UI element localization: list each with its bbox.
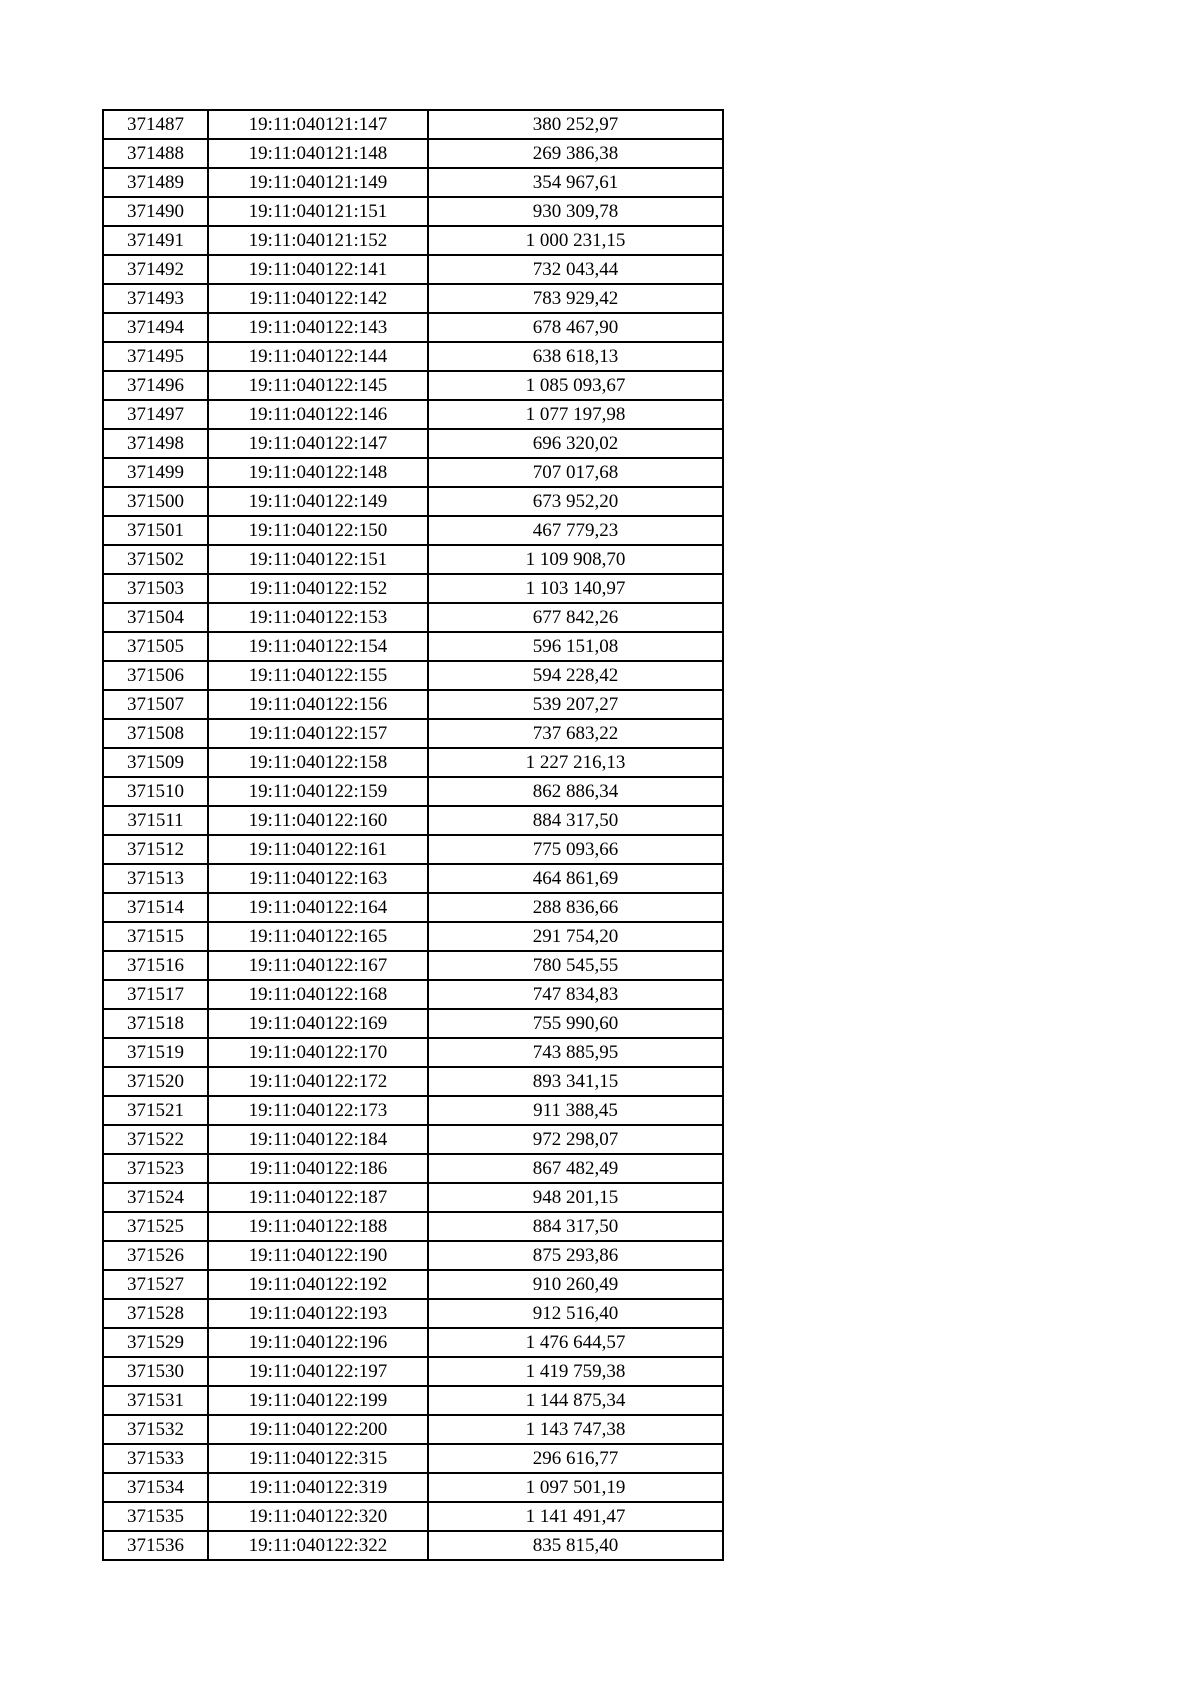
cadastral-value-cell: 732 043,44 bbox=[428, 255, 723, 284]
row-number-cell: 371487 bbox=[103, 110, 208, 139]
cadastral-number-cell: 19:11:040122:163 bbox=[208, 864, 428, 893]
cadastral-value-cell: 596 151,08 bbox=[428, 632, 723, 661]
row-number-cell: 371528 bbox=[103, 1299, 208, 1328]
cadastral-value-cell: 1 103 140,97 bbox=[428, 574, 723, 603]
row-number-cell: 371501 bbox=[103, 516, 208, 545]
table-row bbox=[103, 284, 723, 313]
cadastral-number-cell: 19:11:040122:159 bbox=[208, 777, 428, 806]
table-row bbox=[103, 1270, 723, 1299]
table-row bbox=[103, 835, 723, 864]
cadastral-number-cell: 19:11:040122:156 bbox=[208, 690, 428, 719]
cadastral-value-cell: 780 545,55 bbox=[428, 951, 723, 980]
row-number-cell: 371515 bbox=[103, 922, 208, 951]
row-number-cell: 371513 bbox=[103, 864, 208, 893]
row-number-cell: 371506 bbox=[103, 661, 208, 690]
cadastral-number-cell: 19:11:040122:142 bbox=[208, 284, 428, 313]
row-number-cell: 371514 bbox=[103, 893, 208, 922]
cadastral-value-cell: 755 990,60 bbox=[428, 1009, 723, 1038]
table-row bbox=[103, 1415, 723, 1444]
table-row bbox=[103, 487, 723, 516]
table-row bbox=[103, 951, 723, 980]
cadastral-value-cell: 678 467,90 bbox=[428, 313, 723, 342]
row-number-cell: 371517 bbox=[103, 980, 208, 1009]
row-number-cell: 371530 bbox=[103, 1357, 208, 1386]
table-row bbox=[103, 1067, 723, 1096]
cadastral-number-cell: 19:11:040122:193 bbox=[208, 1299, 428, 1328]
cadastral-number-cell: 19:11:040122:319 bbox=[208, 1473, 428, 1502]
cadastral-number-cell: 19:11:040122:164 bbox=[208, 893, 428, 922]
row-number-cell: 371507 bbox=[103, 690, 208, 719]
cadastral-number-cell: 19:11:040121:149 bbox=[208, 168, 428, 197]
table-row bbox=[103, 1009, 723, 1038]
cadastral-value-cell: 1 077 197,98 bbox=[428, 400, 723, 429]
cadastral-number-cell: 19:11:040122:197 bbox=[208, 1357, 428, 1386]
cadastral-number-cell: 19:11:040122:158 bbox=[208, 748, 428, 777]
cadastral-number-cell: 19:11:040122:187 bbox=[208, 1183, 428, 1212]
table-row bbox=[103, 313, 723, 342]
table-row bbox=[103, 864, 723, 893]
table-row bbox=[103, 1125, 723, 1154]
cadastral-value-cell: 912 516,40 bbox=[428, 1299, 723, 1328]
cadastral-number-cell: 19:11:040122:184 bbox=[208, 1125, 428, 1154]
table-row bbox=[103, 110, 723, 139]
table-row bbox=[103, 1241, 723, 1270]
row-number-cell: 371488 bbox=[103, 139, 208, 168]
table-row bbox=[103, 574, 723, 603]
row-number-cell: 371508 bbox=[103, 719, 208, 748]
row-number-cell: 371522 bbox=[103, 1125, 208, 1154]
cadastral-number-cell: 19:11:040122:161 bbox=[208, 835, 428, 864]
table-row bbox=[103, 719, 723, 748]
table-body bbox=[103, 110, 723, 1560]
cadastral-number-cell: 19:11:040122:167 bbox=[208, 951, 428, 980]
cadastral-value-cell: 291 754,20 bbox=[428, 922, 723, 951]
cadastral-value-cell: 835 815,40 bbox=[428, 1531, 723, 1560]
cadastral-number-cell: 19:11:040122:196 bbox=[208, 1328, 428, 1357]
data-table bbox=[102, 109, 724, 1561]
cadastral-value-cell: 696 320,02 bbox=[428, 429, 723, 458]
table-row bbox=[103, 1212, 723, 1241]
cadastral-number-cell: 19:11:040121:152 bbox=[208, 226, 428, 255]
table-row bbox=[103, 1183, 723, 1212]
cadastral-value-cell: 638 618,13 bbox=[428, 342, 723, 371]
row-number-cell: 371518 bbox=[103, 1009, 208, 1038]
table-row bbox=[103, 1038, 723, 1067]
row-number-cell: 371526 bbox=[103, 1241, 208, 1270]
table-row bbox=[103, 197, 723, 226]
row-number-cell: 371516 bbox=[103, 951, 208, 980]
row-number-cell: 371489 bbox=[103, 168, 208, 197]
cadastral-number-cell: 19:11:040122:160 bbox=[208, 806, 428, 835]
row-number-cell: 371519 bbox=[103, 1038, 208, 1067]
table-row bbox=[103, 168, 723, 197]
row-number-cell: 371496 bbox=[103, 371, 208, 400]
cadastral-number-cell: 19:11:040122:190 bbox=[208, 1241, 428, 1270]
cadastral-number-cell: 19:11:040122:173 bbox=[208, 1096, 428, 1125]
cadastral-value-cell: 948 201,15 bbox=[428, 1183, 723, 1212]
row-number-cell: 371509 bbox=[103, 748, 208, 777]
cadastral-number-cell: 19:11:040122:320 bbox=[208, 1502, 428, 1531]
cadastral-number-cell: 19:11:040122:151 bbox=[208, 545, 428, 574]
table-row bbox=[103, 1096, 723, 1125]
cadastral-value-cell: 1 109 908,70 bbox=[428, 545, 723, 574]
cadastral-number-cell: 19:11:040121:148 bbox=[208, 139, 428, 168]
cadastral-value-cell: 1 085 093,67 bbox=[428, 371, 723, 400]
cadastral-number-cell: 19:11:040122:200 bbox=[208, 1415, 428, 1444]
cadastral-number-cell: 19:11:040122:322 bbox=[208, 1531, 428, 1560]
row-number-cell: 371491 bbox=[103, 226, 208, 255]
table-row bbox=[103, 458, 723, 487]
row-number-cell: 371498 bbox=[103, 429, 208, 458]
cadastral-value-cell: 594 228,42 bbox=[428, 661, 723, 690]
cadastral-value-cell: 747 834,83 bbox=[428, 980, 723, 1009]
cadastral-value-cell: 1 144 875,34 bbox=[428, 1386, 723, 1415]
table-row bbox=[103, 748, 723, 777]
row-number-cell: 371502 bbox=[103, 545, 208, 574]
cadastral-number-cell: 19:11:040121:151 bbox=[208, 197, 428, 226]
cadastral-number-cell: 19:11:040122:169 bbox=[208, 1009, 428, 1038]
cadastral-value-cell: 673 952,20 bbox=[428, 487, 723, 516]
table-row bbox=[103, 139, 723, 168]
table-row bbox=[103, 777, 723, 806]
cadastral-value-cell: 354 967,61 bbox=[428, 168, 723, 197]
cadastral-number-cell: 19:11:040122:165 bbox=[208, 922, 428, 951]
cadastral-value-cell: 1 141 491,47 bbox=[428, 1502, 723, 1531]
cadastral-value-cell: 862 886,34 bbox=[428, 777, 723, 806]
row-number-cell: 371492 bbox=[103, 255, 208, 284]
row-number-cell: 371523 bbox=[103, 1154, 208, 1183]
cadastral-number-cell: 19:11:040122:315 bbox=[208, 1444, 428, 1473]
cadastral-value-cell: 269 386,38 bbox=[428, 139, 723, 168]
cadastral-value-cell: 1 476 644,57 bbox=[428, 1328, 723, 1357]
table-row bbox=[103, 255, 723, 284]
cadastral-value-cell: 775 093,66 bbox=[428, 835, 723, 864]
cadastral-number-cell: 19:11:040122:146 bbox=[208, 400, 428, 429]
cadastral-value-cell: 884 317,50 bbox=[428, 1212, 723, 1241]
cadastral-number-cell: 19:11:040122:141 bbox=[208, 255, 428, 284]
table-row bbox=[103, 1473, 723, 1502]
cadastral-number-cell: 19:11:040122:172 bbox=[208, 1067, 428, 1096]
table-row bbox=[103, 400, 723, 429]
table-row bbox=[103, 1299, 723, 1328]
table-row bbox=[103, 1444, 723, 1473]
cadastral-number-cell: 19:11:040122:188 bbox=[208, 1212, 428, 1241]
cadastral-value-cell: 677 842,26 bbox=[428, 603, 723, 632]
row-number-cell: 371495 bbox=[103, 342, 208, 371]
table-row bbox=[103, 1328, 723, 1357]
row-number-cell: 371520 bbox=[103, 1067, 208, 1096]
row-number-cell: 371525 bbox=[103, 1212, 208, 1241]
cadastral-value-cell: 380 252,97 bbox=[428, 110, 723, 139]
row-number-cell: 371533 bbox=[103, 1444, 208, 1473]
cadastral-number-cell: 19:11:040122:152 bbox=[208, 574, 428, 603]
row-number-cell: 371531 bbox=[103, 1386, 208, 1415]
cadastral-value-cell: 867 482,49 bbox=[428, 1154, 723, 1183]
table-row bbox=[103, 1502, 723, 1531]
cadastral-number-cell: 19:11:040122:154 bbox=[208, 632, 428, 661]
table-row bbox=[103, 980, 723, 1009]
row-number-cell: 371497 bbox=[103, 400, 208, 429]
cadastral-value-cell: 296 616,77 bbox=[428, 1444, 723, 1473]
row-number-cell: 371534 bbox=[103, 1473, 208, 1502]
cadastral-value-cell: 911 388,45 bbox=[428, 1096, 723, 1125]
cadastral-number-cell: 19:11:040122:170 bbox=[208, 1038, 428, 1067]
cadastral-number-cell: 19:11:040122:157 bbox=[208, 719, 428, 748]
row-number-cell: 371510 bbox=[103, 777, 208, 806]
cadastral-value-cell: 467 779,23 bbox=[428, 516, 723, 545]
table-row bbox=[103, 429, 723, 458]
row-number-cell: 371521 bbox=[103, 1096, 208, 1125]
cadastral-value-cell: 875 293,86 bbox=[428, 1241, 723, 1270]
row-number-cell: 371512 bbox=[103, 835, 208, 864]
row-number-cell: 371529 bbox=[103, 1328, 208, 1357]
table-row bbox=[103, 371, 723, 400]
cadastral-value-cell: 1 000 231,15 bbox=[428, 226, 723, 255]
row-number-cell: 371490 bbox=[103, 197, 208, 226]
cadastral-number-cell: 19:11:040122:144 bbox=[208, 342, 428, 371]
cadastral-value-cell: 910 260,49 bbox=[428, 1270, 723, 1299]
cadastral-number-cell: 19:11:040121:147 bbox=[208, 110, 428, 139]
cadastral-number-cell: 19:11:040122:150 bbox=[208, 516, 428, 545]
cadastral-number-cell: 19:11:040122:153 bbox=[208, 603, 428, 632]
row-number-cell: 371524 bbox=[103, 1183, 208, 1212]
cadastral-value-cell: 737 683,22 bbox=[428, 719, 723, 748]
row-number-cell: 371500 bbox=[103, 487, 208, 516]
row-number-cell: 371494 bbox=[103, 313, 208, 342]
cadastral-value-cell: 707 017,68 bbox=[428, 458, 723, 487]
cadastral-number-cell: 19:11:040122:155 bbox=[208, 661, 428, 690]
cadastral-value-cell: 464 861,69 bbox=[428, 864, 723, 893]
cadastral-value-cell: 1 227 216,13 bbox=[428, 748, 723, 777]
cadastral-value-cell: 1 097 501,19 bbox=[428, 1473, 723, 1502]
row-number-cell: 371499 bbox=[103, 458, 208, 487]
cadastral-number-cell: 19:11:040122:192 bbox=[208, 1270, 428, 1299]
cadastral-number-cell: 19:11:040122:143 bbox=[208, 313, 428, 342]
table-row bbox=[103, 661, 723, 690]
table-row bbox=[103, 893, 723, 922]
table-row bbox=[103, 1386, 723, 1415]
cadastral-number-cell: 19:11:040122:147 bbox=[208, 429, 428, 458]
row-number-cell: 371536 bbox=[103, 1531, 208, 1560]
cadastral-value-cell: 930 309,78 bbox=[428, 197, 723, 226]
table-row bbox=[103, 1154, 723, 1183]
row-number-cell: 371493 bbox=[103, 284, 208, 313]
row-number-cell: 371504 bbox=[103, 603, 208, 632]
table-row bbox=[103, 922, 723, 951]
cadastral-value-cell: 1 143 747,38 bbox=[428, 1415, 723, 1444]
cadastral-number-cell: 19:11:040122:148 bbox=[208, 458, 428, 487]
cadastral-number-cell: 19:11:040122:149 bbox=[208, 487, 428, 516]
cadastral-value-cell: 884 317,50 bbox=[428, 806, 723, 835]
table-row bbox=[103, 632, 723, 661]
cadastral-number-cell: 19:11:040122:199 bbox=[208, 1386, 428, 1415]
table-row bbox=[103, 516, 723, 545]
table-row bbox=[103, 226, 723, 255]
table-row bbox=[103, 806, 723, 835]
table-row bbox=[103, 1357, 723, 1386]
table-row bbox=[103, 603, 723, 632]
row-number-cell: 371527 bbox=[103, 1270, 208, 1299]
row-number-cell: 371503 bbox=[103, 574, 208, 603]
cadastral-value-cell: 539 207,27 bbox=[428, 690, 723, 719]
table-row bbox=[103, 690, 723, 719]
cadastral-number-cell: 19:11:040122:186 bbox=[208, 1154, 428, 1183]
row-number-cell: 371532 bbox=[103, 1415, 208, 1444]
row-number-cell: 371535 bbox=[103, 1502, 208, 1531]
cadastral-number-cell: 19:11:040122:168 bbox=[208, 980, 428, 1009]
cadastral-value-cell: 743 885,95 bbox=[428, 1038, 723, 1067]
table-row bbox=[103, 342, 723, 371]
row-number-cell: 371511 bbox=[103, 806, 208, 835]
cadastral-number-cell: 19:11:040122:145 bbox=[208, 371, 428, 400]
cadastral-value-cell: 1 419 759,38 bbox=[428, 1357, 723, 1386]
row-number-cell: 371505 bbox=[103, 632, 208, 661]
cadastral-value-cell: 288 836,66 bbox=[428, 893, 723, 922]
table-row bbox=[103, 1531, 723, 1560]
table-row bbox=[103, 545, 723, 574]
cadastral-value-cell: 783 929,42 bbox=[428, 284, 723, 313]
cadastral-value-cell: 972 298,07 bbox=[428, 1125, 723, 1154]
cadastral-value-cell: 893 341,15 bbox=[428, 1067, 723, 1096]
